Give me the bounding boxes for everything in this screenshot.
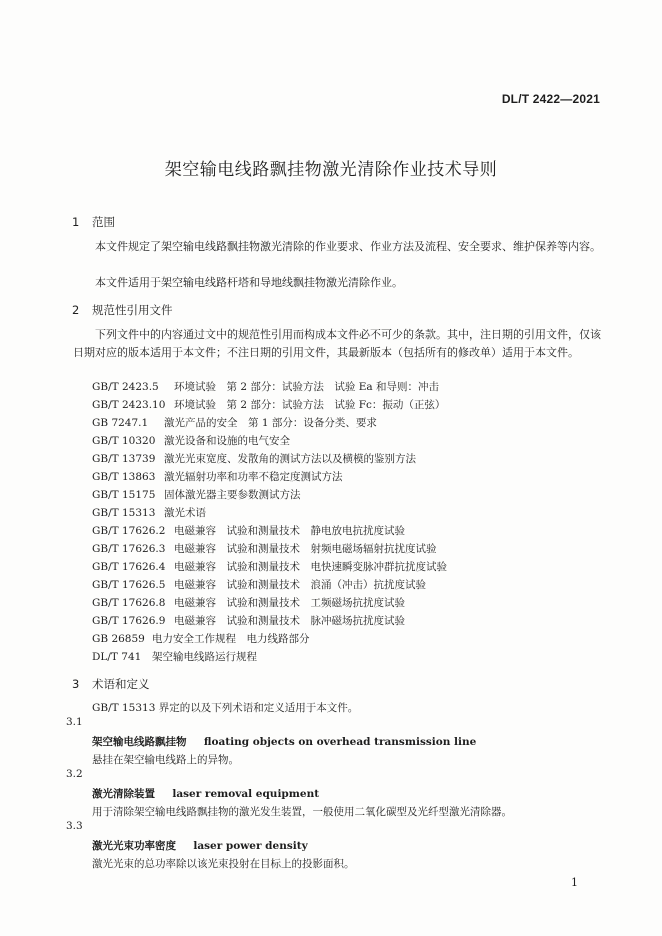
section-3-heading [72,676,150,692]
document-title: 架空输电线路飘挂物激光清除作业技术导则 [164,160,498,180]
section-title: 范围 [92,215,115,229]
standard-code: DL/T 2422—2021 [501,92,600,106]
term-number: 3.2 [66,768,83,780]
page-number: 1 [571,876,578,889]
reference-item: GB/T 17626.2 电磁兼容 试验和测量技术 静电放电抗扰度试验 [92,525,405,537]
reference-item: GB/T 15313 激光术语 [92,507,206,519]
term-chinese: 激光清除装置 [92,788,155,800]
section-1-paragraph-1: 本文件规定了架空输电线路飘挂物激光清除的作业要求、作业方法及流程、安全要求、维护保养等内容。 [95,240,601,253]
term-number: 3.3 [66,820,83,832]
reference-item: GB/T 10320 激光设备和设施的电气安全 [92,435,290,447]
reference-item: GB/T 17626.4 电磁兼容 试验和测量技术 电快速瞬变脉冲群抗扰度试验 [92,561,447,573]
section-number: 2 [72,303,80,317]
section-number: 3 [72,677,80,691]
section-title: 规范性引用文件 [92,303,173,317]
term-chinese: 激光光束功率密度 [92,840,176,852]
term-number: 3.1 [66,716,83,728]
term-heading [92,734,476,749]
reference-item: GB/T 13739 激光光束宽度、发散角的测试方法以及横模的鉴别方法 [92,453,416,465]
reference-item: GB/T 17626.3 电磁兼容 试验和测量技术 射频电磁场辐射抗扰度试验 [92,543,437,555]
term-heading [92,838,308,853]
term-english: floating objects on overhead transmission line [203,736,477,748]
reference-item: GB/T 2423.5 环境试验 第 2 部分：试验方法 试验 Ea 和导则：冲击 [92,381,439,393]
section-title: 术语和定义 [92,677,150,691]
term-chinese: 架空输电线路飘挂物 [92,736,187,748]
reference-item: GB/T 2423.10 环境试验 第 2 部分：试验方法 试验 Fc：振动（正弦） [92,399,446,411]
reference-item: DL/T 741 架空输电线路运行规程 [92,651,257,663]
reference-item: GB/T 17626.8 电磁兼容 试验和测量技术 工频磁场抗扰度试验 [92,597,405,609]
term-english: laser removal equipment [172,788,320,800]
section-2-paragraph: 下列文件中的内容通过文中的规范性引用而构成本文件必不可少的条款。其中，注日期的引用文件，仅该日期对应的版本适用于本文件；不注日期的引用文件，其最新版本（包括所有的修改单）适用于本文件。 [73,328,601,359]
section-1-paragraph-2: 本文件适用于架空输电线路杆塔和导地线飘挂物激光清除作业。 [95,276,403,289]
term-definition: 激光光束的总功率除以该光束投射在目标上的投影面积。 [92,858,355,870]
section-2-heading [72,302,173,318]
reference-item: GB/T 13863 激光辐射功率和功率不稳定度测试方法 [92,471,343,483]
term-definition: 用于清除架空输电线路飘挂物的激光发生装置，一般使用二氧化碳型及光纤型激光清除器。 [92,806,512,818]
reference-item: GB 7247.1 激光产品的安全 第 1 部分：设备分类、要求 [92,417,377,429]
reference-item: GB/T 15175 固体激光器主要参数测试方法 [92,489,301,501]
section-number: 1 [72,215,80,229]
section-1-heading [72,214,115,230]
term-english: laser power density [193,840,308,852]
reference-item: GB/T 17626.9 电磁兼容 试验和测量技术 脉冲磁场抗扰度试验 [92,615,405,627]
reference-item: GB 26859 电力安全工作规程 电力线路部分 [92,633,310,645]
term-heading [92,786,319,801]
section-3-intro: GB/T 15313 界定的以及下列术语和定义适用于本文件。 [92,702,359,714]
reference-item: GB/T 17626.5 电磁兼容 试验和测量技术 浪涌（冲击）抗扰度试验 [92,579,426,591]
term-definition: 悬挂在架空输电线路上的异物。 [92,754,239,766]
